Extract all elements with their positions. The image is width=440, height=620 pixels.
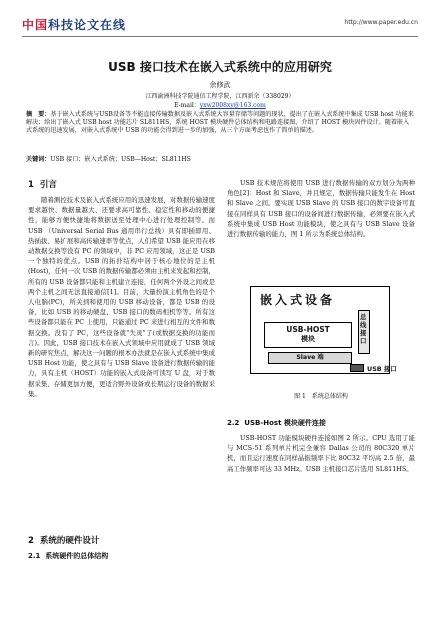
site-logo[interactable] bbox=[22, 16, 126, 33]
section-number: 2 bbox=[28, 536, 34, 546]
journal-header bbox=[22, 14, 418, 34]
subsection-number: 2.2 bbox=[227, 419, 240, 427]
hardware-connection-paragraph: USB-HOST 功能模块硬件连接如图 2 所示。CPU 选用了能与 MCS-51 系列单片机完全兼容 Dallas 公司的 80C320 单片机，而且运行速度在同样晶振频率下比 80C32 平均高 2.5 倍，最高工作频率可达 33 MHz。USB 主机接口芯片选用 SL811HS。 bbox=[227, 434, 415, 473]
usb-roles-paragraph: USB 技术规范将使用 USB 进行数据传输的双方划分为两种角色[2]：Host 和 Slave，并且规定，数据传输只能发生在 Host 和 Slave 之间。要实现 USB Slave 的 USB 接口的数字设备可直接在同样具有 USB 接口的设备间进行数据传输，必须要在嵌入式系统中集成 USB Host 功能模块，使之具有与 USB Slave 设备进行数据传输的能力，图 1 所示为系统总体结构。 bbox=[227, 179, 415, 239]
embedded-device-label: 嵌入式设备 bbox=[260, 293, 336, 307]
section-2-heading bbox=[28, 534, 99, 546]
abstract bbox=[26, 111, 414, 136]
keywords-text: USB 接口；嵌入式系统；USB—Host；SL811HS bbox=[50, 156, 191, 163]
bus-interface-label: 总线接口 bbox=[360, 313, 367, 345]
subsection-title: USB-Host 模块硬件连接 bbox=[244, 419, 326, 427]
logo-red-part: 中国 bbox=[22, 18, 49, 32]
figure-1-system-structure bbox=[250, 286, 397, 376]
module-label: 模块 bbox=[301, 335, 315, 343]
usb-host-module-box bbox=[264, 322, 352, 348]
figure-1-caption: 图 1 系统总体结构 bbox=[294, 393, 348, 400]
keywords bbox=[26, 154, 414, 163]
site-url[interactable]: http://www.paper.edu.cn bbox=[344, 19, 418, 26]
section-1-heading bbox=[28, 178, 57, 190]
subsection-number: 2.1 bbox=[28, 552, 41, 560]
section-title: 引言 bbox=[39, 180, 57, 190]
usb-host-label: USB-HOST bbox=[286, 325, 330, 334]
slave-port-box bbox=[268, 352, 352, 364]
author-name: 余修武 bbox=[209, 81, 231, 89]
subsection-title: 系统硬件的总体结构 bbox=[45, 552, 109, 560]
usb-connector-plug bbox=[350, 364, 364, 372]
section-title: 系统的硬件设计 bbox=[39, 536, 100, 546]
usb-port-label: USB 接口 bbox=[367, 365, 397, 373]
author-affiliation: 江西渝洲科技学院通信工程学院，江西新余（338029） bbox=[145, 93, 295, 100]
bus-interface-box bbox=[358, 310, 370, 354]
keywords-label: 关键词： bbox=[26, 156, 51, 163]
abstract-text: 基于嵌入式系统与USB设备等不能直接传输数据及嵌入式系统大容量存储等问题的现状，提出了在嵌入式系统中集成 USB host 功能来解决；给出了嵌入式 USB host 功能芯片 SL811HS、系统 HOST 模块硬件总体结构和电路连接图、介绍了 HOST 模块固件设计。随着嵌入式系统的迅速发展，对嵌入式系统中 USB 的功能会得到进一步的加强，从三个方面考虑也作了简单的描述。 bbox=[26, 111, 414, 135]
abstract-label: 摘 要： bbox=[26, 111, 51, 118]
email-label: E-mail： bbox=[174, 102, 200, 109]
section-2-1-heading bbox=[28, 551, 108, 561]
intro-paragraph: 随着测控技术及嵌入式系统应用的迅速发展，对数据传输速度要求越快、数据量越大、还要求高可靠性、稳定性和移动的便捷性，能够方便快捷地将数据送至处理中心进行处理控制等。而 USB （Universal Serial Bus 通用串行总线）具有即插即用、热插拔、易扩展和高传输速率等优点，人们希望 USB 能应用在移动数据交换等没有 PC 的领域中，非 PC 应用领域，这正是 USB 一个独特的优点。USB 的拓扑结构中居于核心地位的是主机(Host)，任何一次 USB 的数据传输都必须由主机来发起和控制，所有的 USB 设备都只能和主机建立连接，任何两个外设之间或是两个主机之间无法直接通信[1]。目前，大量扮演主机角色的是个人电脑(PC)，所关到和使用的 USB 移动设备，都是 USB 的设备，比如 USB 的移动硬盘、USB 接口的数码相机等等。所有这些设备都只能在 PC 上使用，只能通过 PC 来进行相互的文件和数据交换。没有了 PC，这些设备就"失灵"了(或数据交换的功能而言)。因此，USB 接口技术在嵌入式领域中应用就成了 USB 领域新的研究焦点，解决这一问题的根本办法就是在嵌入式系统中集成 USB Host 功能，使之具有与 USB Slave 设备进行数据传输的能力，具有主机（HOST）功能的嵌入式设备可读写 U 盘，对于数据采集、存储更加方便，更适合野外设备或长期运行设备的数据采集。 bbox=[28, 196, 215, 398]
logo-text: 科技论文在线 bbox=[48, 18, 127, 32]
paper-title: USB 接口技术在嵌入式系统中的应用研究 bbox=[108, 60, 332, 74]
author-email-line bbox=[0, 100, 440, 109]
section-2-2-heading bbox=[227, 418, 326, 428]
header-divider bbox=[22, 36, 418, 37]
email-link[interactable]: yxw2008xy@163.com bbox=[199, 102, 266, 109]
section-number: 1 bbox=[28, 180, 34, 190]
slave-port-label: Slave 端 bbox=[296, 354, 324, 361]
